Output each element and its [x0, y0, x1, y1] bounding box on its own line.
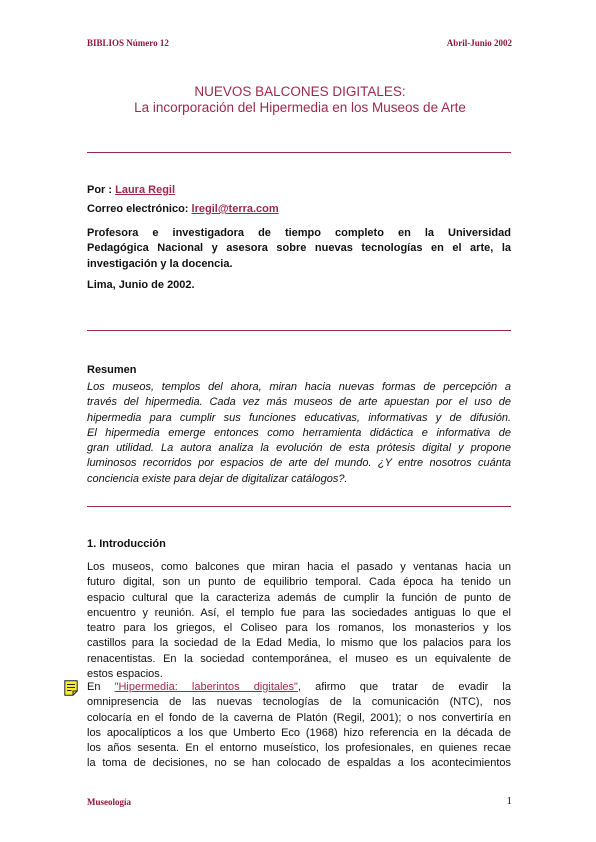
- intro-paragraph-2: [87, 680, 511, 772]
- email-line: [87, 203, 279, 215]
- section-heading: 1. Introducción: [87, 538, 166, 550]
- body-line: los años sesenta. En el entorno museístico, los profesionales, en quienes recae: [87, 742, 511, 755]
- place-date: Lima, Junio de 2002.: [87, 279, 195, 291]
- body-line: futuro digital, son un punto de equilibrio temporal. Cada época ha tenido un: [87, 576, 511, 589]
- article-link[interactable]: "Hipermedia: laberintos digitales": [114, 681, 298, 693]
- body-line: estos espacios.: [87, 668, 163, 681]
- note-annotation-icon[interactable]: [64, 680, 78, 696]
- abstract-line: Los museos, templos del ahora, miran hacia nuevas formas de percepción a: [87, 381, 511, 393]
- author-label: Por :: [87, 184, 113, 196]
- body-line: [87, 680, 511, 695]
- body-line: castillos para la sociedad de la Edad Media, lo mismo que los palacios para los: [87, 637, 511, 650]
- running-header-right: Abril-Junio 2002: [446, 38, 512, 48]
- body-line: teatro para los griegos, el Coliseo para los romanos, los monasterios y los: [87, 622, 511, 635]
- affiliation-paragraph: [87, 226, 511, 272]
- body-line: omnipresencia de las nuevas tecnologías de la comunicación (NTC), nos: [87, 696, 511, 709]
- abstract-line: luminosos recorridos por espacios de arte del mundo. ¿Y entre nosotros cuánta: [87, 457, 511, 470]
- abstract-line: conciencia existe para dejar de digitalizar catálogos?.: [87, 472, 348, 485]
- abstract-line: través del hipermedia. Cada vez más museos de arte apuestan por el uso de: [87, 396, 511, 409]
- title-line-2: La incorporación del Hipermedia en los Museos de Arte: [134, 100, 466, 115]
- running-footer-left: Museología: [87, 797, 131, 807]
- body-text: , afirmo que tratar de evadir la: [297, 681, 511, 693]
- abstract-line: hipermedia para cumplir sus funciones educativas, informativas y de difusión.: [87, 411, 511, 424]
- abstract-line: gran utilidad. La autora analiza la evolución de esta prótesis digital y propone: [87, 442, 511, 455]
- body-text: En: [87, 681, 101, 693]
- intro-paragraph-1: [87, 560, 511, 682]
- page-number: 1: [506, 795, 512, 807]
- title-line-1: NUEVOS BALCONES DIGITALES:: [194, 84, 406, 99]
- body-line: encuentro y reunión. Así, el templo fue para las sociedades antiguas lo que el: [87, 606, 511, 619]
- divider-rule: [87, 506, 511, 507]
- abstract-paragraph: [87, 380, 511, 487]
- affiliation-line: Pedagógica Nacional y asesora sobre nuevas tecnologías en el arte, la: [87, 242, 511, 255]
- divider-rule: [87, 152, 511, 153]
- body-line: los apocalípticos a los que Umberto Eco (1968) hizo referencia en la década de: [87, 726, 511, 739]
- divider-rule: [87, 330, 511, 331]
- running-header-left: BIBLIOS Número 12: [87, 38, 169, 48]
- affiliation-line: investigación y la docencia.: [87, 257, 233, 270]
- body-line: Los museos, como balcones que miran hacia el pasado y ventanas hacia un: [87, 561, 511, 573]
- author-link[interactable]: Laura Regil: [115, 184, 176, 196]
- body-line: colocaría en el fondo de la caverna de Platón (Regil, 2001); o nos convertiría en: [87, 711, 511, 724]
- body-line: la toma de decisiones, no se han colocado de espaldas a los acontecimientos: [87, 757, 511, 770]
- body-line: espacio cultural que la caracteriza además de cumplir la función de punto de: [87, 591, 511, 604]
- affiliation-line: Profesora e investigadora de tiempo completo en la Universidad: [87, 227, 511, 239]
- abstract-heading: Resumen: [87, 364, 137, 376]
- body-line: renacentistas. En la sociedad contemporánea, el museo es un equivalente de: [87, 652, 511, 665]
- email-link[interactable]: lregil@terra.com: [191, 203, 279, 215]
- author-line: [87, 184, 175, 196]
- abstract-line: El hipermedia emerge entonces como herramienta didáctica e informativa de: [87, 426, 511, 439]
- email-label: Correo electrónico:: [87, 203, 189, 215]
